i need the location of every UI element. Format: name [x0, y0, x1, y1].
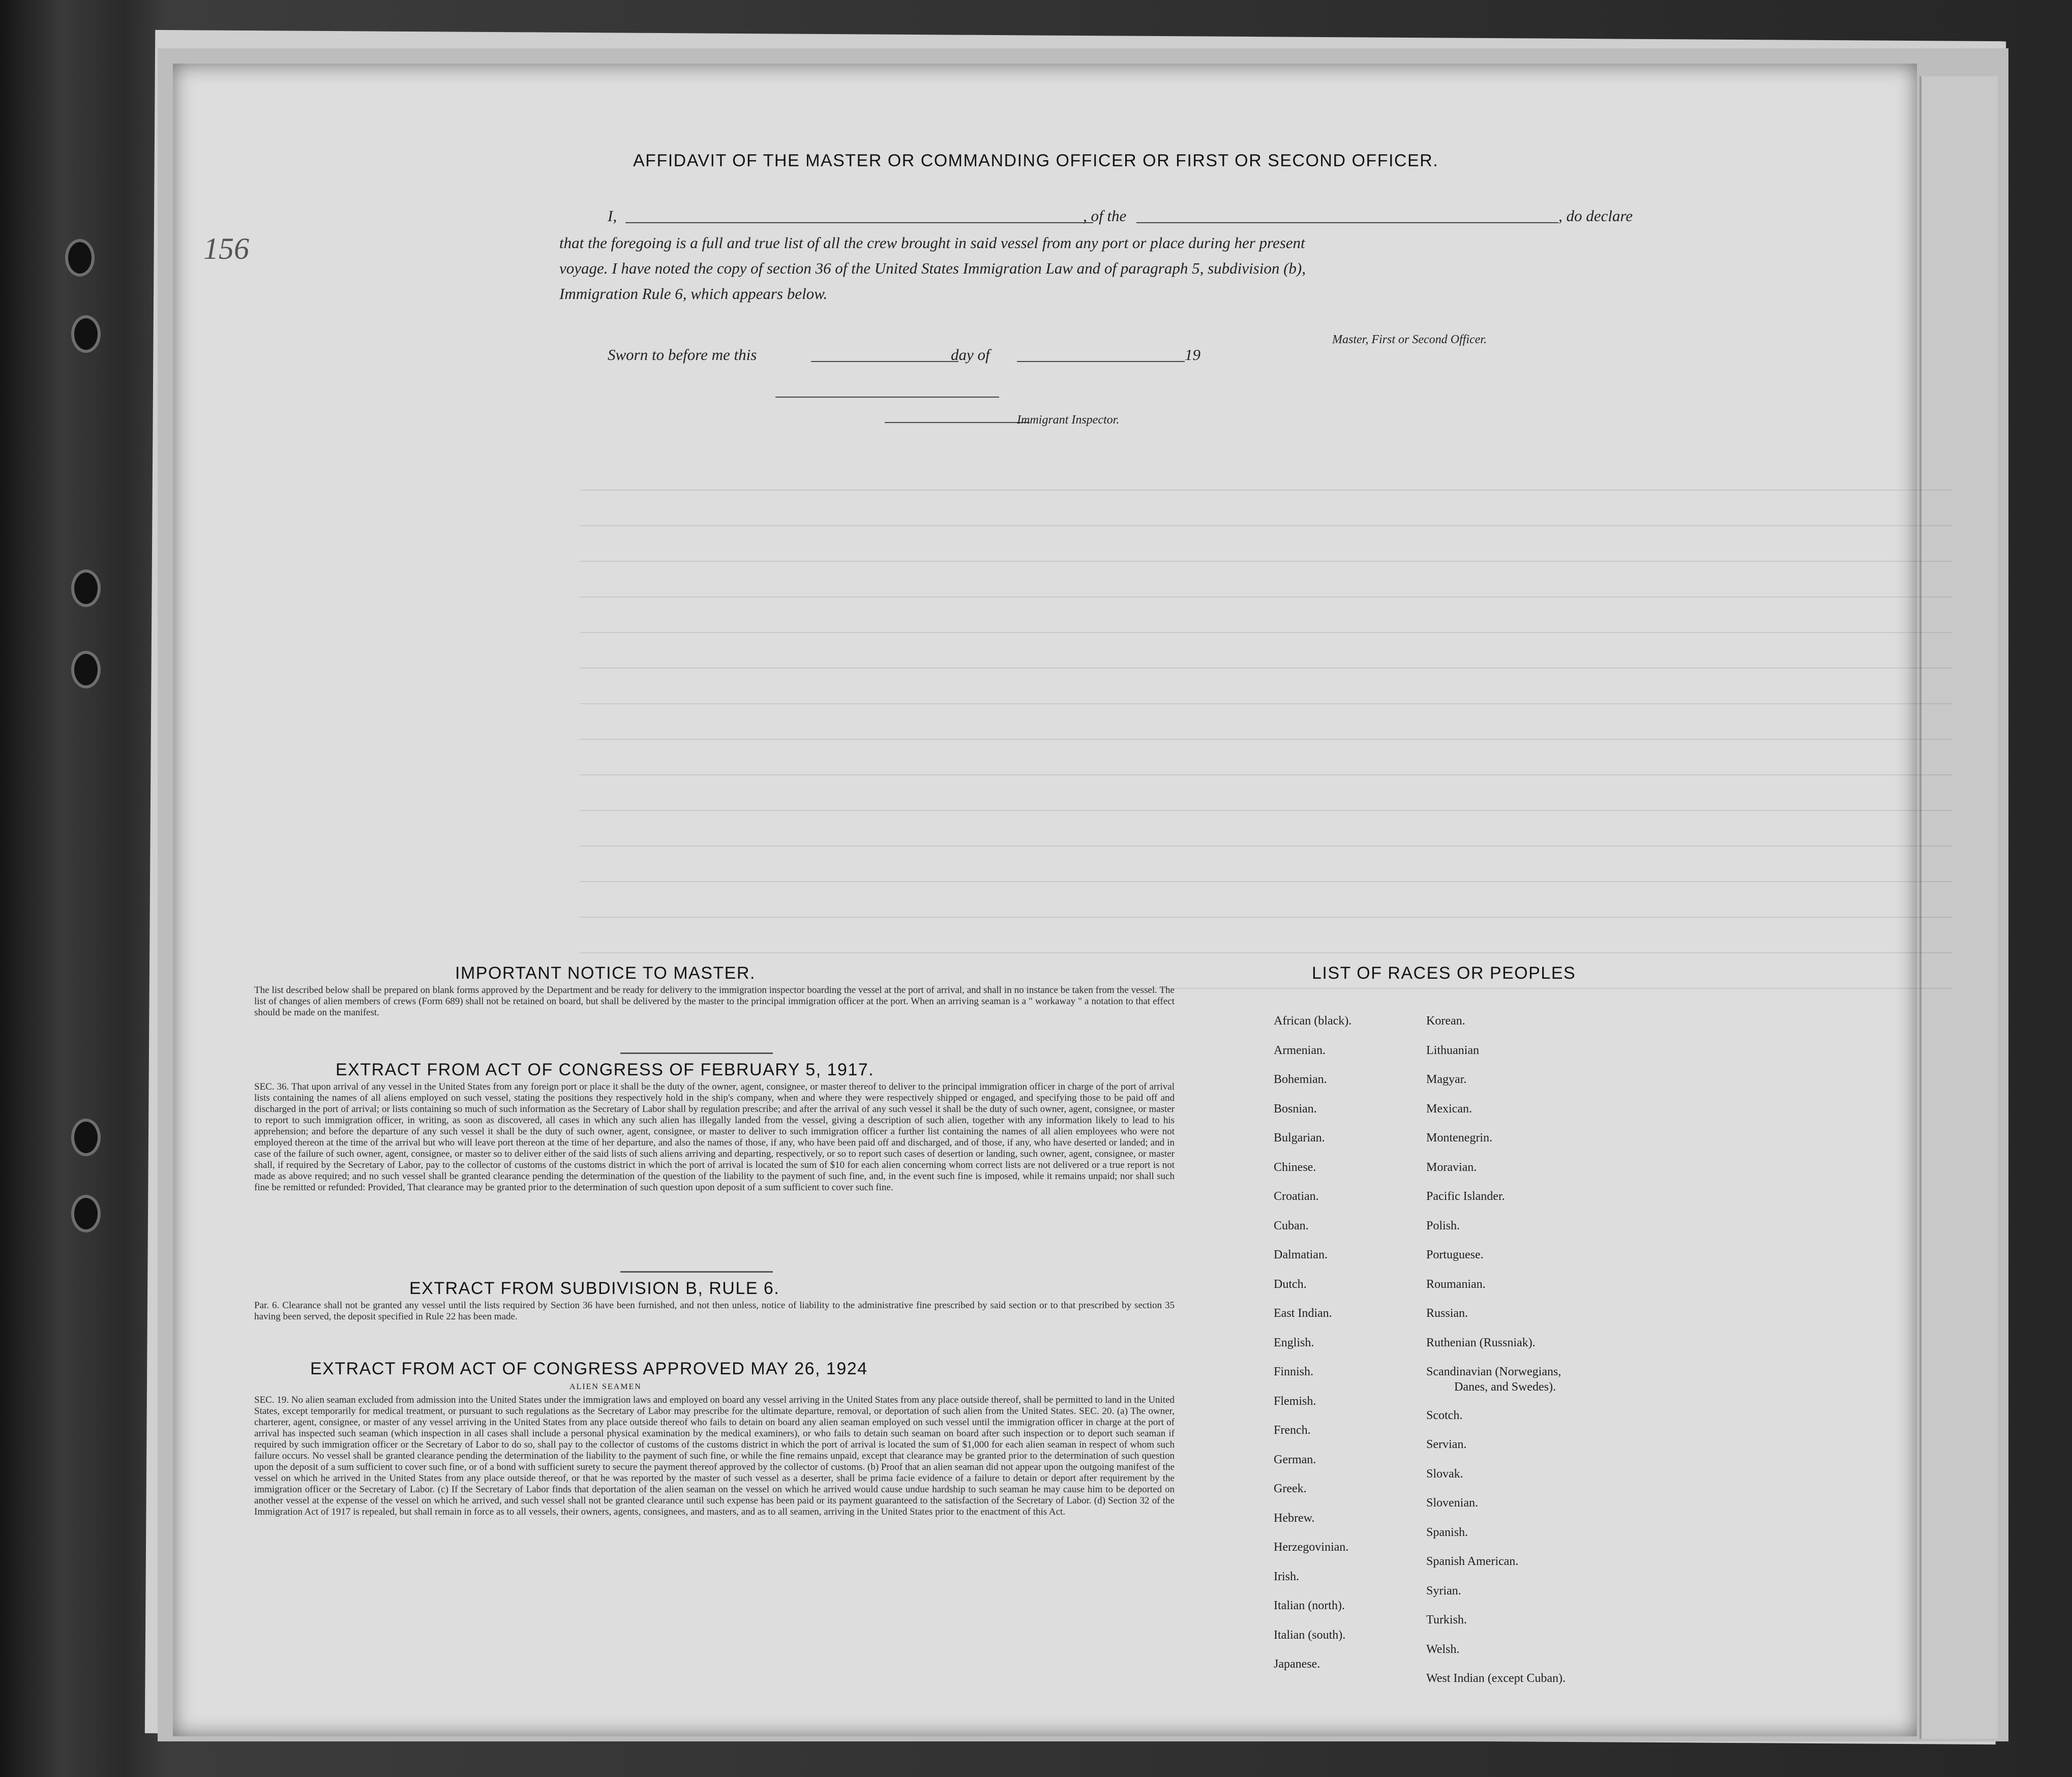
race-item: Irish. [1274, 1570, 1299, 1583]
race-item: Croatian. [1274, 1190, 1319, 1203]
master-signature-label: Master, First or Second Officer. [1332, 333, 1487, 346]
divider [620, 1271, 773, 1273]
race-item: Dutch. [1274, 1277, 1307, 1291]
race-item: Pacific Islander. [1426, 1190, 1505, 1203]
race-item: Russian. [1426, 1307, 1468, 1320]
race-item: Herzegovinian. [1274, 1541, 1349, 1554]
extract-1924-subtitle: ALIEN SEAMEN [569, 1382, 642, 1391]
form-page [173, 64, 1917, 1736]
binder-hole [71, 651, 101, 688]
race-item: Montenegrin. [1426, 1131, 1492, 1144]
race-item: Turkish. [1426, 1613, 1467, 1627]
page-number: 156 [203, 232, 249, 265]
race-item: Hebrew. [1274, 1511, 1315, 1525]
sworn-day-blank [811, 361, 958, 362]
affidavit-do-declare: , do declare [1558, 207, 1633, 225]
binder-hole [71, 1119, 101, 1156]
race-item: Armenian. [1274, 1043, 1326, 1057]
name-blank [625, 222, 1093, 223]
race-item: Polish. [1426, 1219, 1460, 1232]
binder-hole [65, 239, 95, 277]
race-item: Spanish American. [1426, 1555, 1519, 1568]
inspector-blank [885, 422, 1030, 423]
race-item: Scotch. [1426, 1408, 1463, 1422]
notice-body: The list described below shall be prepared on blank forms approved by the Department and be ready for delivery to the immigration inspector boarding the vessel at the port of arrival, and shall in no instance be taken from the vessel. The list of changes of alien members of crews (Form 689) shall not be retained on board, but shall be delivered by the master to the principal immigration officer at the port. When an arriving seaman is a " workaway " a notation to that effect should be made on the manifest. [254, 985, 1175, 1018]
race-item: Servian. [1426, 1438, 1467, 1451]
race-item: Danes, and Swedes). [1454, 1380, 1556, 1394]
race-item: West Indian (except Cuban). [1426, 1672, 1566, 1685]
binder-hole [71, 569, 101, 607]
race-item: French. [1274, 1424, 1311, 1437]
race-item: Japanese. [1274, 1658, 1320, 1671]
race-item: Bohemian. [1274, 1073, 1327, 1086]
race-item: Syrian. [1426, 1584, 1461, 1598]
race-item: Lithuanian [1426, 1043, 1479, 1057]
sworn-day-of: day of [951, 346, 990, 364]
race-item: Magyar. [1426, 1073, 1467, 1086]
race-item: East Indian. [1274, 1307, 1332, 1320]
race-item: Ruthenian (Russniak). [1426, 1336, 1536, 1349]
subdivision-body: Par. 6. Clearance shall not be granted any vessel until the lists required by Section 36 have been furnished, and not then unless, notice of liability to the administrative fine prescribed by said section or to that prescribed by section 35 having been served, the deposit specified in Rule 22 has been made. [254, 1300, 1175, 1322]
affidavit-line-2: that the foregoing is a full and true list of all the crew brought in said vessel from any port or place during her present [559, 234, 1305, 252]
race-item: Italian (south). [1274, 1628, 1346, 1642]
race-item: Moravian. [1426, 1160, 1477, 1174]
race-item: Spanish. [1426, 1525, 1468, 1539]
race-item: Bosnian. [1274, 1102, 1317, 1116]
sworn-text: Sworn to before me this [608, 346, 757, 364]
affidavit-i: I, [608, 207, 617, 225]
race-item: Greek. [1274, 1482, 1307, 1495]
race-item: Mexican. [1426, 1102, 1472, 1116]
binder-hole [71, 1195, 101, 1232]
extract-1924-title: EXTRACT FROM ACT OF CONGRESS APPROVED MAY 26, 1924 [310, 1359, 868, 1378]
subdivision-title: EXTRACT FROM SUBDIVISION B, RULE 6. [409, 1279, 780, 1298]
race-item: Chinese. [1274, 1160, 1316, 1174]
race-item: Roumanian. [1426, 1277, 1486, 1291]
race-item: Cuban. [1274, 1219, 1309, 1232]
inspector-label: Immigrant Inspector. [1017, 413, 1120, 427]
affidavit-title: AFFIDAVIT OF THE MASTER OR COMMANDING OFFICER OR FIRST OR SECOND OFFICER. [633, 151, 1439, 170]
race-item: African (black). [1274, 1014, 1352, 1028]
race-item: English. [1274, 1336, 1314, 1349]
affidavit-of-the: , of the [1083, 207, 1127, 225]
notice-title: IMPORTANT NOTICE TO MASTER. [455, 963, 756, 983]
race-item: Flemish. [1274, 1394, 1316, 1408]
race-item: Finnish. [1274, 1365, 1314, 1378]
race-item: Italian (north). [1274, 1599, 1345, 1612]
affidavit-line-3: voyage. I have noted the copy of section 36 of the United States Immigration Law and of paragraph 5, subdivision (b), [559, 259, 1306, 277]
binder-hole [71, 315, 101, 353]
extract-1917-body: SEC. 36. That upon arrival of any vessel in the United States from any foreign port or place it shall be the duty of the owner, agent, consignee, or master thereof to deliver to the principal immigration officer in charge of the port of arrival lists containing the names of all aliens employed on such vessel, stating the positions they respectively hold in the ship's company, when and where they were respectively shipped or engaged, and specifying those to be paid off and discharged in the port of arrival; or lists containing so much of such information as the Secretary of Labor shall by regulation prescribe; and after the arrival of any such vessel it shall be the duty of such owner, agent, consignee, or master to report to such immigration officer, in writing, as soon as discovered, all cases in which any such alien has illegally landed from the vessel, giving a description of such alien, together with any information likely to lead to his apprehension; and before the departure of any such vessel it shall be the duty of such owner, agent, consignee, or master to deliver to such immigration officer a further list containing the names of all alien employees who were not employed thereon at the time of the arrival but who will leave port thereon at the time of her departure, and also the names of those, if any, who have been paid off and discharged, and of those, if any, who have deserted or landed; and in case of the failure of such owner, agent, consignee, or master so to deliver either of the said lists of such aliens arriving and departing, respectively, or so to report such cases of desertion or landing, such owner, agent, consignee, or master shall, if required by the Secretary of Labor, pay to the collector of customs of the customs district in which the port of arrival is located the sum of $10 for each alien concerning whom correct lists are not delivered or a true report is not made as above required; and no such vessel shall be granted clearance pending the determination of the question of the liability to the payment of such fine, and, in the event such fine is imposed, while it remains unpaid; nor shall such fine be remitted or refunded: Provided, That clearance may be granted prior to the determination of such question upon deposit of a sum sufficient to cover such fine. [254, 1081, 1175, 1193]
affidavit-line-4: Immigration Rule 6, which appears below. [559, 285, 828, 303]
sworn-month-blank [1017, 361, 1185, 362]
signature-blank [775, 397, 999, 398]
race-item: Scandinavian (Norwegians, [1426, 1365, 1561, 1378]
race-item: Portuguese. [1426, 1248, 1484, 1261]
extract-1917-title: EXTRACT FROM ACT OF CONGRESS OF FEBRUARY 5, 1917. [336, 1060, 875, 1079]
extract-1924-body: SEC. 19. No alien seaman excluded from admission into the United States under the immigration laws and employed on board any vessel arriving in the United States from any place outside thereof, shall be permitted to land in the United States, except temporarily for medical treatment, or pursuant to such regulations as the Secretary of Labor may prescribe for the ultimate departure, removal, or deportation of such alien from the United States. SEC. 20. (a) The owner, charterer, agent, consignee, or master of any vessel arriving in the United States from any place outside thereof who fails to detain on board any alien seaman employed on such vessel until the immigration officer in charge at the port of arrival has inspected such seaman (which inspection in all cases shall include a personal physical examination by the medical examiners), or who fails to detain such seaman on board after such inspection or to deport such seaman if required by such immigration officer or the Secretary of Labor to do so, shall pay to the collector of customs of the customs district in which the port of arrival is located the sum of $1,000 for each alien seaman in respect of whom such failure occurs. No vessel shall be granted clearance pending the determination of the liability to the payment of such fine, or while the fine remains unpaid, except that clearance may be granted prior to the determination of such question upon the deposit of a sum sufficient to cover such fine, or of a bond with sufficient surety to secure the payment thereof approved by the collector of customs. (b) Proof that an alien seaman did not appear upon the outgoing manifest of the vessel on which he arrived in the United States from any place outside thereof, or that he was reported by the master of such vessel as a deserter, shall be prima facie evidence of a failure to detain or deport after requirement by the immigration officer or the Secretary of Labor. (c) If the Secretary of Labor finds that deportation of the alien seaman on the vessel on which he arrived would cause undue hardship to such seaman he may cause him to be deported on another vessel at the expense of the vessel on which he arrived, and such vessel shall not be granted clearance until such expense has been paid or its payment guaranteed to the satisfaction of the Secretary of Labor. (d) Section 32 of the Immigration Act of 1917 is repealed, but shall remain in force as to all vessels, their owners, agents, consignees, and masters, and as to all seamen, arriving in the United States prior to the enactment of this Act. [254, 1395, 1175, 1517]
divider [620, 1052, 773, 1054]
bleed-through-lines [580, 480, 1953, 989]
sworn-year: 19 [1185, 346, 1200, 364]
race-item: Welsh. [1426, 1642, 1460, 1656]
race-item: Dalmatian. [1274, 1248, 1328, 1261]
race-item: Korean. [1426, 1014, 1465, 1028]
race-item: German. [1274, 1453, 1316, 1466]
races-title: LIST OF RACES OR PEOPLES [1312, 963, 1576, 983]
vessel-blank [1136, 222, 1558, 223]
race-item: Slovak. [1426, 1467, 1463, 1481]
race-item: Bulgarian. [1274, 1131, 1325, 1144]
race-item: Slovenian. [1426, 1496, 1478, 1510]
